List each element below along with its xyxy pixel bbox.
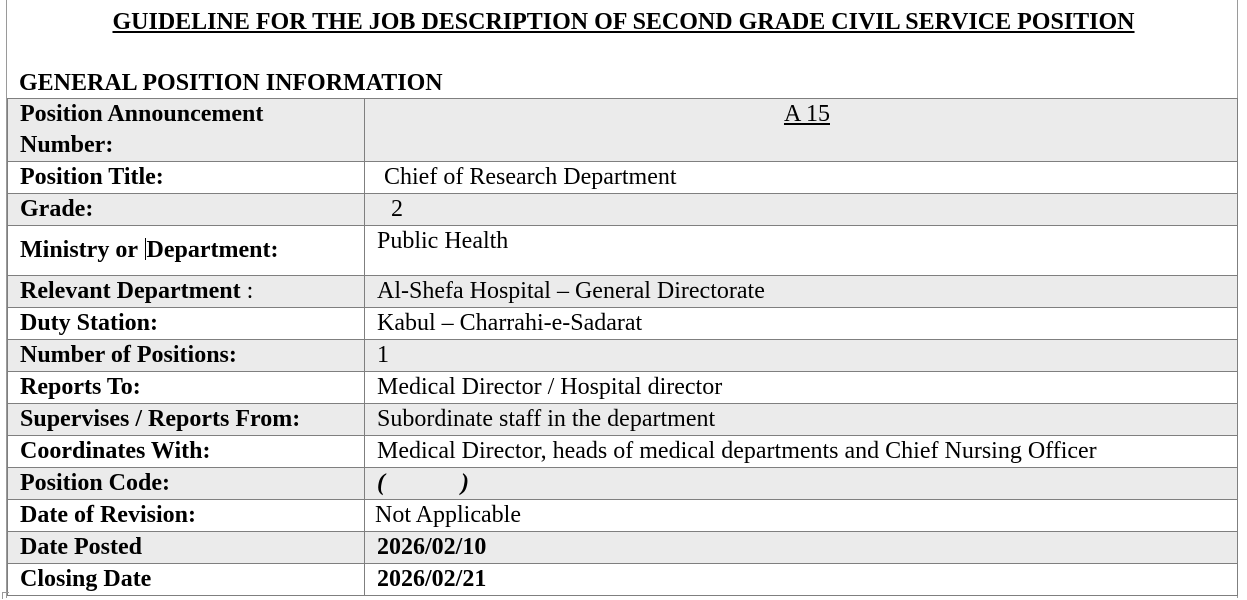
table-row [8,226,1238,276]
table-row [8,500,1238,532]
table-row [8,532,1238,564]
value-cell [365,468,1238,500]
label-cell: Supervises / Reports From: [8,404,365,436]
table-row [8,436,1238,468]
label-cell: Reports To: [8,372,365,404]
table-row [8,340,1238,372]
relevant-label-colon: : [240,278,254,304]
label-cell [8,276,365,308]
label-cell: Position Code: [8,468,365,500]
table-row [8,404,1238,436]
label-cell: Closing Date [8,564,365,596]
coordinates-value: Medical Director, heads of medical departments and Chief Nursing Officer [365,436,1238,468]
grade-value: 2 [365,194,1238,226]
table-row [8,308,1238,340]
label-cell: Coordinates With: [8,436,365,468]
ministry-value: Public Health [365,226,1238,276]
text-cursor [145,238,146,260]
relevant-department-value: Al-Shefa Hospital – General Directorate [365,276,1238,308]
announcement-number: A 15 [783,101,830,127]
table-row [8,564,1238,596]
table-row [8,194,1238,226]
label-cell: Duty Station: [8,308,365,340]
document-title: GUIDELINE FOR THE JOB DESCRIPTION OF SECOND GRADE CIVIL SERVICE POSITION [112,9,1135,35]
table-row [8,468,1238,500]
label-cell [8,226,365,276]
closing-date-value: 2026/02/21 [365,564,1238,596]
position-title-value: Chief of Research Department [365,162,1238,194]
label-cell: Date Posted [8,532,365,564]
label-cell: Grade: [8,194,365,226]
position-code-value: ( ) [377,470,469,496]
label-cell: Date of Revision: [8,500,365,532]
value-cell [365,99,1238,162]
number-of-positions-value: 1 [365,340,1238,372]
page-corner-mark [2,592,9,599]
relevant-label: Relevant Department [20,278,241,304]
position-info-table [7,98,1238,596]
label-cell: Number of Positions: [8,340,365,372]
announcement-label: Position Announcement Number: [20,101,264,158]
label-cell: Position Title: [8,162,365,194]
revision-value: Not Applicable [365,500,1238,532]
supervises-value: Subordinate staff in the department [365,404,1238,436]
ministry-label-part1: Ministry or [20,237,144,263]
reports-to-value: Medical Director / Hospital director [365,372,1238,404]
table-row [8,372,1238,404]
section-title: GENERAL POSITION INFORMATION [19,70,443,96]
table-row [8,99,1238,162]
label-cell [8,99,365,162]
table-row [8,276,1238,308]
duty-station-value: Kabul – Charrahi-e-Sadarat [365,308,1238,340]
table-row [8,162,1238,194]
ministry-label-part2: Department: [146,237,279,263]
date-posted-value: 2026/02/10 [365,532,1238,564]
